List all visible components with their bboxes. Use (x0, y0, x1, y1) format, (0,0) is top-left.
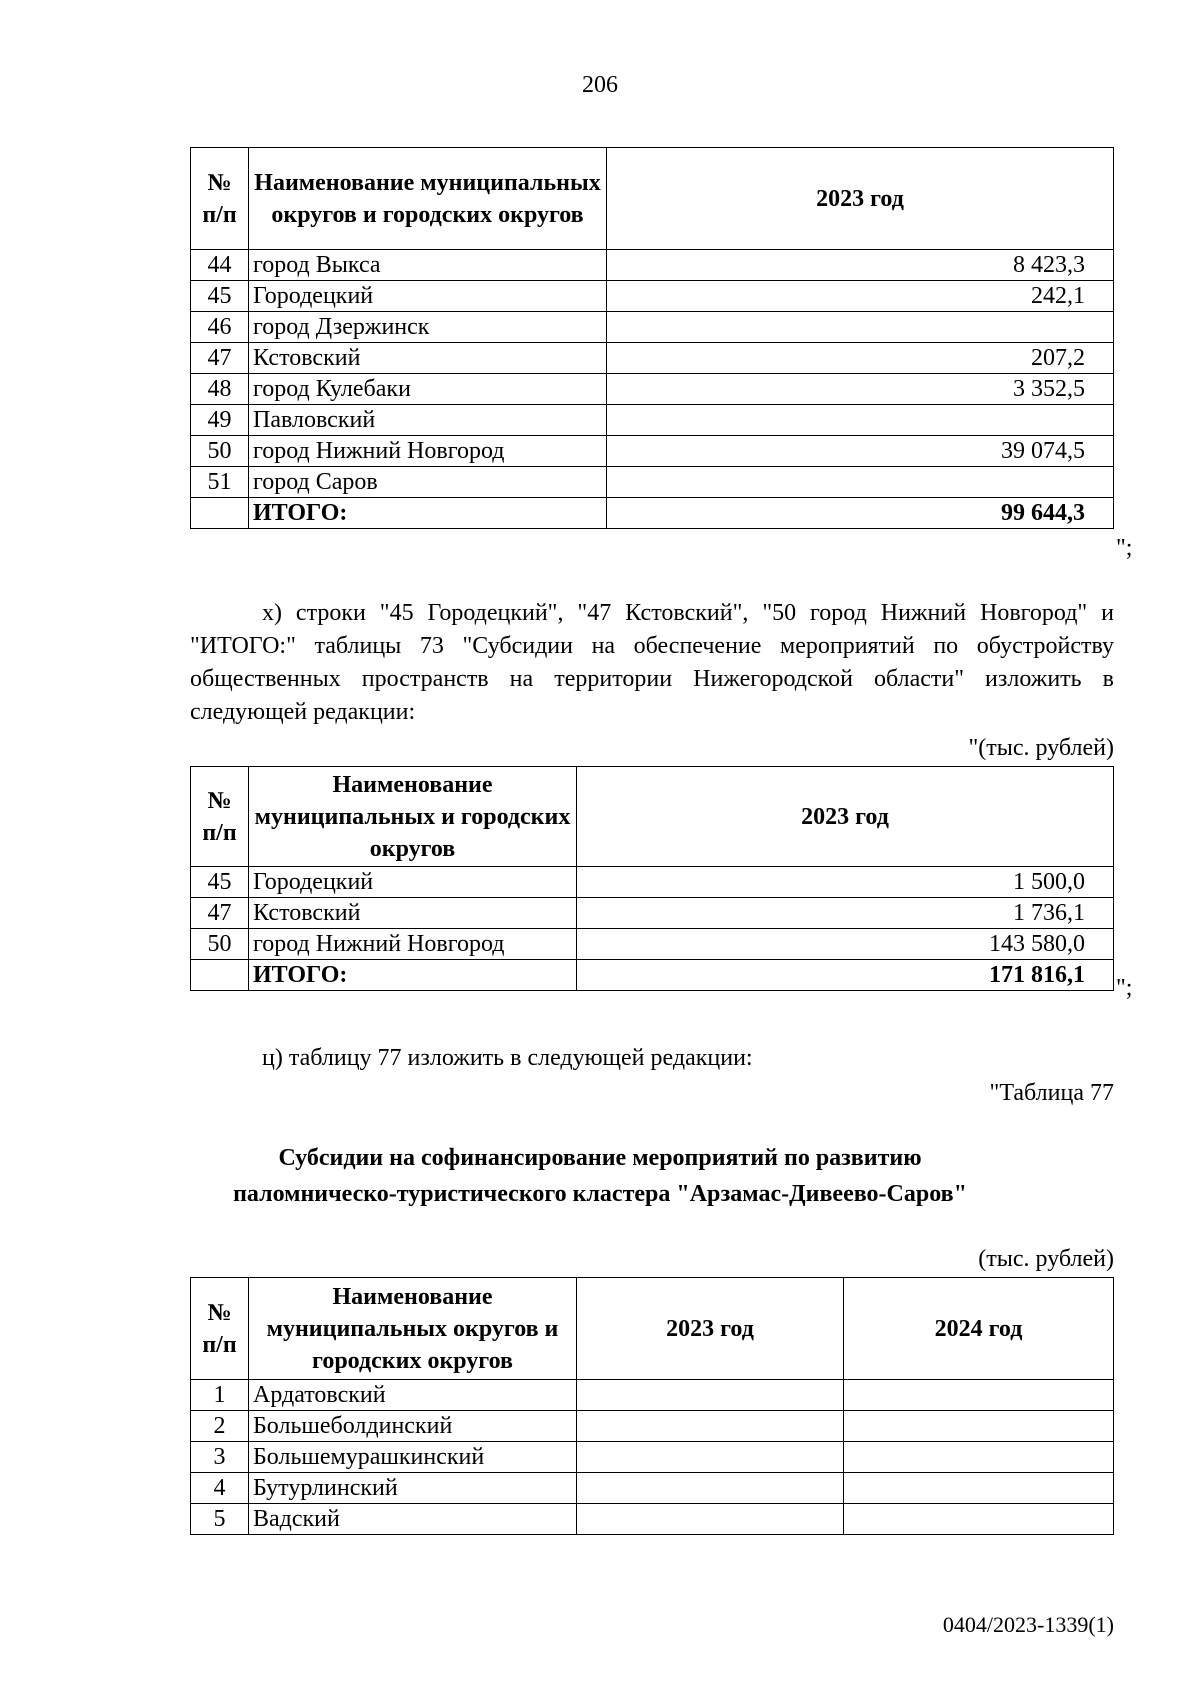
table-3 (190, 1277, 1114, 1535)
table-row: 51 город Саров (191, 467, 1114, 498)
table-3-header (191, 1278, 1114, 1380)
header-number: № п/п (191, 148, 249, 250)
header-2024: 2024 год (844, 1278, 1114, 1380)
table-label: "Таблица 77 (989, 1080, 1114, 1106)
total-label: ИТОГО: (249, 498, 607, 529)
header-2023: 2023 год (577, 1278, 844, 1380)
table-2-closing-quote: "; (1116, 975, 1133, 1001)
table-2 (190, 766, 1114, 991)
units-label-quoted: "(тыс. рублей) (968, 735, 1114, 761)
units-label: (тыс. рублей) (978, 1246, 1114, 1272)
table-2-total-row (191, 960, 1114, 991)
table-row: 1 Ардатовский (191, 1380, 1114, 1411)
table-row: 49 Павловский (191, 405, 1114, 436)
header-number: № п/п (191, 1278, 249, 1380)
header-2023: 2023 год (607, 148, 1114, 250)
table-row: 3 Большемурашкинский (191, 1442, 1114, 1473)
header-name: Наименование муниципальных округов и городских округов (249, 148, 607, 250)
title-line-2: паломническо-туристического кластера "Арзамас-Дивеево-Саров" (233, 1181, 967, 1207)
table-2-header (191, 767, 1114, 867)
table-1-header (191, 148, 1114, 250)
table-row: 46 город Дзержинск (191, 312, 1114, 343)
table-row: 45 Городецкий 242,1 (191, 281, 1114, 312)
total-label: ИТОГО: (249, 960, 577, 991)
total-value: 99 644,3 (607, 498, 1114, 529)
header-name: Наименование муниципальных округов и городских округов (249, 1278, 577, 1380)
total-value: 171 816,1 (577, 960, 1114, 991)
header-2023: 2023 год (577, 767, 1114, 867)
table-row: 45 Городецкий 1 500,0 (191, 867, 1114, 898)
page-number: 206 (582, 72, 618, 98)
paragraph-c-text: ц) таблицу 77 изложить в следующей редакции: (262, 1045, 753, 1071)
table-row: 44 город Выкса 8 423,3 (191, 250, 1114, 281)
title-line-1: Субсидии на софинансирование мероприятий по развитию (278, 1145, 922, 1171)
paragraph-x (190, 597, 1114, 729)
table-1-closing-quote: "; (1116, 535, 1133, 561)
table-row: 47 Кстовский 1 736,1 (191, 898, 1114, 929)
table-row: 50 город Нижний Новгород 39 074,5 (191, 436, 1114, 467)
table-1 (190, 147, 1114, 529)
table-row: 48 город Кулебаки 3 352,5 (191, 374, 1114, 405)
table-1-total-row (191, 498, 1114, 529)
table-row: 47 Кстовский 207,2 (191, 343, 1114, 374)
header-name: Наименование муниципальных и городских округов (249, 767, 577, 867)
table-row: 2 Большеболдинский (191, 1411, 1114, 1442)
document-code: 0404/2023-1339(1) (942, 1612, 1114, 1637)
table-title (0, 1140, 1200, 1212)
table-row: 50 город Нижний Новгород 143 580,0 (191, 929, 1114, 960)
table-row: 4 Бутурлинский (191, 1473, 1114, 1504)
paragraph-c (190, 1042, 1114, 1075)
table-row: 5 Вадский (191, 1504, 1114, 1535)
paragraph-x-text: х) строки "45 Городецкий", "47 Кстовский", "50 город Нижний Новгород" и "ИТОГО:" таблицы 73 "Субсидии на обеспечение мероприятий по обустройству общественных пространств на территории Нижегородской области" изложить в следующей редакции: (190, 600, 1114, 725)
header-number: № п/п (191, 767, 249, 867)
